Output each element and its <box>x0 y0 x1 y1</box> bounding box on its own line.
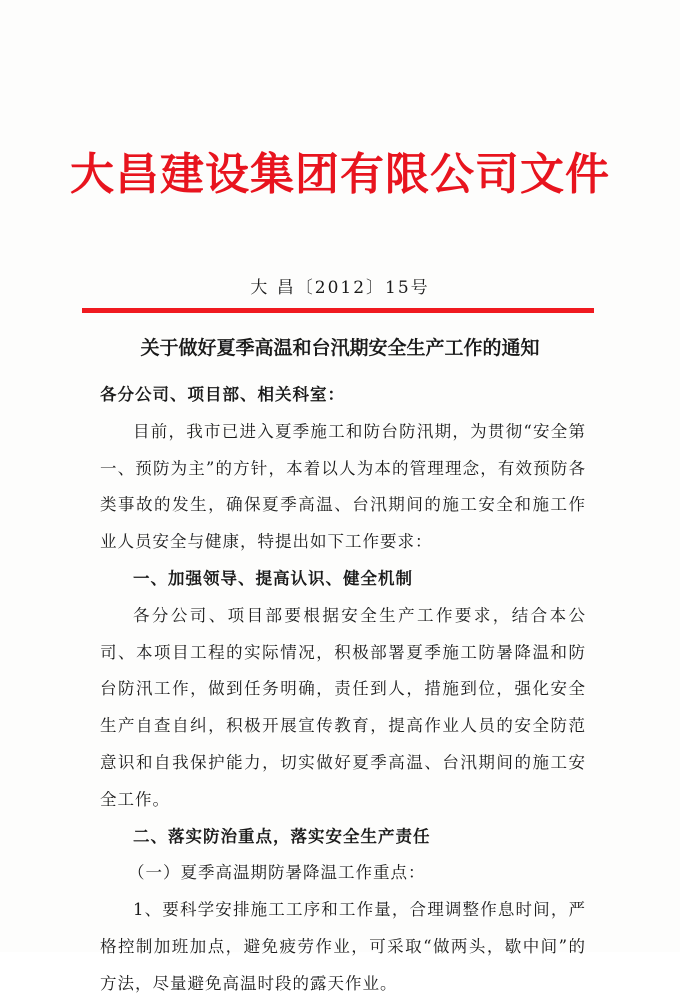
subsection-heading-1: （一）夏季高温期防暑降温工作重点： <box>128 863 426 883</box>
item-1-paragraph: 1、要科学安排施工工序和工作量，合理调整作息时间，严格控制加班加点，避免疲劳作业，可采取“做两头，歇中间”的方法，尽量避免高温时段的露天作业。 <box>100 900 586 993</box>
red-divider-line <box>82 308 594 313</box>
intro-paragraph: 目前，我市已进入夏季施工和防台防汛期，为贯彻“安全第一、预防为主”的方针，本着以人为本的管理理念，有效预防各类事故的发生，确保夏季高温、台汛期间的施工安全和施工作业人员安全与健康，特提出如下工作要求： <box>100 421 586 552</box>
section-heading-2: 二、落实防治重点，落实安全生产责任 <box>133 826 431 846</box>
salutation: 各分公司、项目部、相关科室： <box>100 385 345 404</box>
organization-title: 大昌建设集团有限公司文件 <box>70 149 610 200</box>
section-heading-1: 一、加强领导、提高认识、健全机制 <box>133 568 413 588</box>
section-1-paragraph: 各分公司、项目部要根据安全生产工作要求，结合本公司、本项目工程的实际情况，积极部署夏季施工防暑降温和防台防汛工作，做到任务明确，责任到人，措施到位，强化安全生产自查自纠，积极开展宣传教育，提高作业人员的安全防范意识和自我保护能力，切实做好夏季高温、台汛期间的施工安全工作。 <box>100 605 586 809</box>
document-title: 关于做好夏季高温和台汛期安全生产工作的通知 <box>140 337 540 359</box>
document-number: 大 昌〔2012〕15号 <box>250 278 430 298</box>
document-body <box>100 377 586 1003</box>
